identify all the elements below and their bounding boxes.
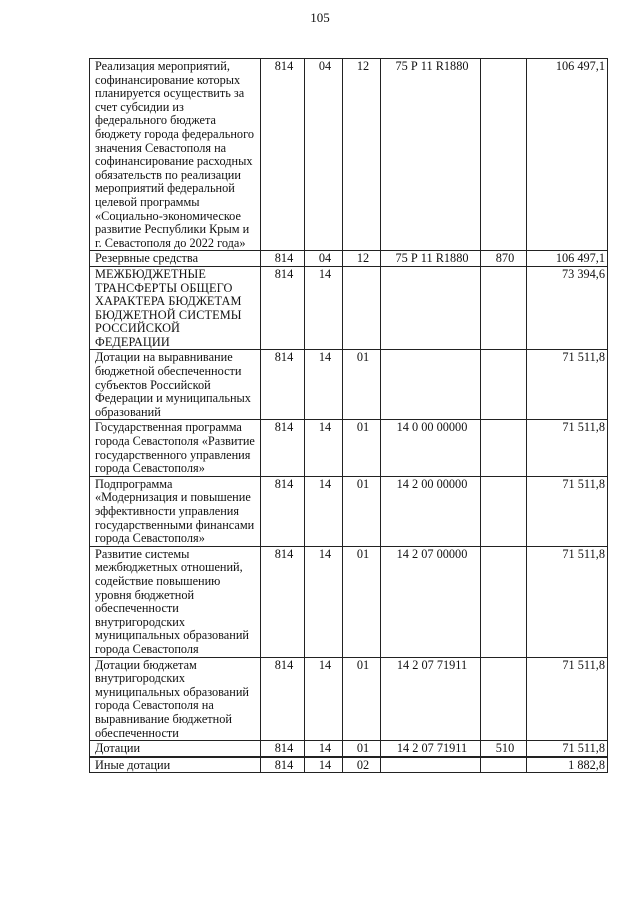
row-rz: 14 bbox=[305, 757, 343, 773]
table-row bbox=[90, 741, 608, 757]
row-ved: 814 bbox=[261, 350, 305, 420]
row-pr: 01 bbox=[343, 476, 381, 546]
row-pr: 01 bbox=[343, 350, 381, 420]
row-sum: 71 511,8 bbox=[527, 657, 608, 741]
table-row bbox=[90, 476, 608, 546]
row-vr: 510 bbox=[481, 741, 527, 757]
row-pr: 01 bbox=[343, 657, 381, 741]
page-number: 105 bbox=[310, 10, 330, 25]
row-rz: 04 bbox=[305, 59, 343, 251]
row-pr: 01 bbox=[343, 420, 381, 476]
row-sum: 106 497,1 bbox=[527, 59, 608, 251]
row-vr bbox=[481, 266, 527, 350]
row-name: Резервные средства bbox=[90, 251, 261, 267]
row-pr: 12 bbox=[343, 251, 381, 267]
row-sum: 1 882,8 bbox=[527, 757, 608, 773]
row-rz: 14 bbox=[305, 420, 343, 476]
row-csr: 14 2 07 71911 bbox=[381, 741, 481, 757]
row-rz: 14 bbox=[305, 350, 343, 420]
row-rz: 14 bbox=[305, 476, 343, 546]
table-row bbox=[90, 420, 608, 476]
row-name: Дотации bbox=[90, 741, 261, 757]
row-rz: 14 bbox=[305, 546, 343, 657]
row-csr bbox=[381, 350, 481, 420]
row-vr bbox=[481, 59, 527, 251]
row-sum: 71 511,8 bbox=[527, 476, 608, 546]
row-rz: 14 bbox=[305, 266, 343, 350]
row-ved: 814 bbox=[261, 657, 305, 741]
row-rz: 14 bbox=[305, 657, 343, 741]
row-csr: 75 Р 11 R1880 bbox=[381, 251, 481, 267]
row-sum: 73 394,6 bbox=[527, 266, 608, 350]
row-csr: 14 2 07 00000 bbox=[381, 546, 481, 657]
table-row bbox=[90, 657, 608, 741]
row-csr: 14 0 00 00000 bbox=[381, 420, 481, 476]
row-csr bbox=[381, 266, 481, 350]
row-vr bbox=[481, 476, 527, 546]
row-sum: 71 511,8 bbox=[527, 420, 608, 476]
row-name: Дотации на выравнивание бюджетной обеспеченности субъектов Российской Федерации и муниципальных образований bbox=[90, 350, 261, 420]
row-name: Дотации бюджетам внутригородских муниципальных образований города Севастополя на выравнивание бюджетной обеспеченности bbox=[90, 657, 261, 741]
row-pr: 12 bbox=[343, 59, 381, 251]
row-csr: 75 Р 11 R1880 bbox=[381, 59, 481, 251]
row-name: Реализация мероприятий, софинансирование которых планируется осуществить за счет субсидии из федерального бюджета бюджету города федерального значения Севастополя на софинансирование расходных обязательств по реализации мероприятий федеральной целевой программы «Социально-экономическое развитие Республики Крым и г. Севастополя до 2022 года» bbox=[90, 59, 261, 251]
row-csr: 14 2 00 00000 bbox=[381, 476, 481, 546]
row-sum: 106 497,1 bbox=[527, 251, 608, 267]
row-name: Подпрограмма «Модернизация и повышение эффективности управления государственными финансами города Севастополя» bbox=[90, 476, 261, 546]
table-row bbox=[90, 757, 608, 773]
row-ved: 814 bbox=[261, 757, 305, 773]
row-ved: 814 bbox=[261, 546, 305, 657]
row-ved: 814 bbox=[261, 420, 305, 476]
table-row bbox=[90, 546, 608, 657]
row-ved: 814 bbox=[261, 476, 305, 546]
row-vr bbox=[481, 657, 527, 741]
row-name: Государственная программа города Севастополя «Развитие государственного управления города Севастополя» bbox=[90, 420, 261, 476]
table-row bbox=[90, 251, 608, 267]
table-row bbox=[90, 350, 608, 420]
row-pr: 02 bbox=[343, 757, 381, 773]
row-sum: 71 511,8 bbox=[527, 546, 608, 657]
row-csr: 14 2 07 71911 bbox=[381, 657, 481, 741]
row-ved: 814 bbox=[261, 266, 305, 350]
row-vr bbox=[481, 350, 527, 420]
row-pr: 01 bbox=[343, 741, 381, 757]
row-vr bbox=[481, 546, 527, 657]
row-ved: 814 bbox=[261, 251, 305, 267]
row-rz: 04 bbox=[305, 251, 343, 267]
row-pr bbox=[343, 266, 381, 350]
row-name: Иные дотации bbox=[90, 757, 261, 773]
row-ved: 814 bbox=[261, 741, 305, 757]
row-sum: 71 511,8 bbox=[527, 350, 608, 420]
row-vr: 870 bbox=[481, 251, 527, 267]
row-vr bbox=[481, 757, 527, 773]
table-row bbox=[90, 266, 608, 350]
table-row bbox=[90, 59, 608, 251]
row-vr bbox=[481, 420, 527, 476]
row-pr: 01 bbox=[343, 546, 381, 657]
row-csr bbox=[381, 757, 481, 773]
budget-table bbox=[89, 58, 608, 773]
row-name: Развитие системы межбюджетных отношений, содействие повышению уровня бюджетной обеспеченности внутригородских муниципальных образований города Севастополя bbox=[90, 546, 261, 657]
row-rz: 14 bbox=[305, 741, 343, 757]
row-sum: 71 511,8 bbox=[527, 741, 608, 757]
row-name: МЕЖБЮДЖЕТНЫЕ ТРАНСФЕРТЫ ОБЩЕГО ХАРАКТЕРА БЮДЖЕТАМ БЮДЖЕТНОЙ СИСТЕМЫ РОССИЙСКОЙ ФЕДЕРАЦИИ bbox=[90, 266, 261, 350]
row-ved: 814 bbox=[261, 59, 305, 251]
